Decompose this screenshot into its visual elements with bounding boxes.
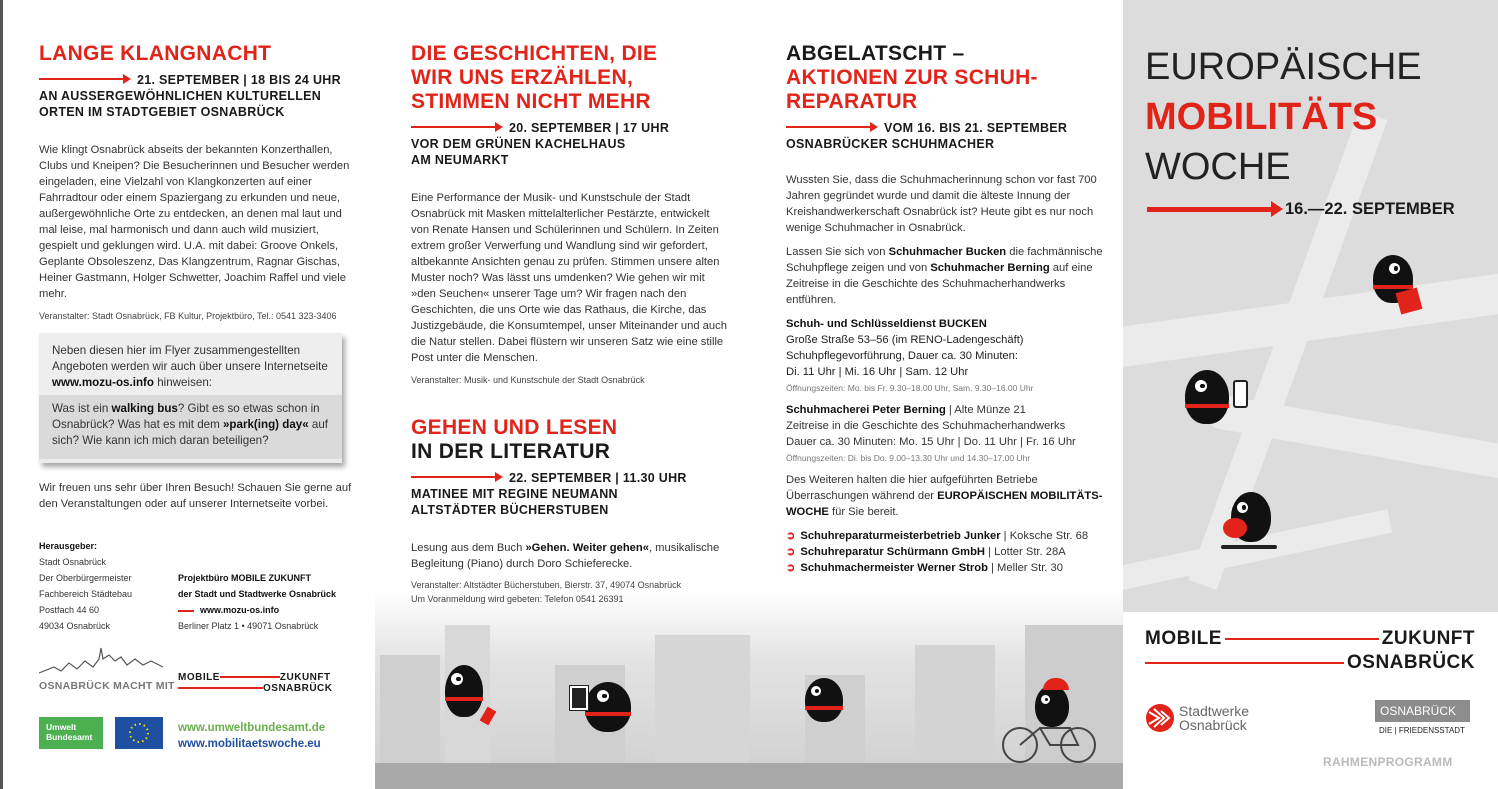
shop-name: Schuhmacherei Peter Berning (786, 404, 946, 416)
event-date: 21. SEPTEMBER | 18 BIS 24 UHR (137, 73, 341, 87)
logo-word: Osnabrück (1179, 717, 1247, 733)
event-place: OSNABRÜCKER SCHUHMACHER (786, 137, 995, 151)
description-2 (786, 244, 1103, 308)
arrow-icon (1225, 638, 1379, 640)
shop-address: | Lotter Str. 28A (985, 546, 1066, 558)
panel-geschichten (375, 0, 750, 789)
event-info-2 (411, 470, 730, 518)
publisher-line: Der Oberbürgermeister (39, 573, 132, 583)
publisher-line: Fachbereich Städtebau (39, 589, 133, 599)
description: Wussten Sie, dass die Schuhmacherinnung schon vor fast 700 Jahren gegründet wurde und damit die älteste Innung der Kreishandwerkerschaft Osnabrück ist? Heute gibt es nur noch wenige Schuhmacher in Osnabrück. (786, 174, 1097, 234)
ball-icon (1223, 518, 1247, 538)
emphasis-text: walking bus (111, 402, 178, 415)
arrow-icon (411, 126, 501, 128)
title-line: WOCHE (1145, 146, 1291, 188)
friedensstadt-text: DIE | FRIEDENSSTADT (1379, 726, 1465, 735)
event-place: MATINEE MIT REGINE NEUMANN (411, 487, 618, 501)
event-info (786, 120, 1103, 152)
arrow-icon (1147, 207, 1277, 212)
shop-line: Dauer ca. 30 Minuten: Mo. 15 Uhr | Do. 11 Uhr | Fr. 16 Uhr (786, 436, 1076, 448)
title-line: AKTIONEN ZUR SCHUH- (786, 66, 1038, 89)
logo-text: OSNABRÜCK MACHT MIT (39, 680, 175, 692)
emphasis-text: EUROPÄISCHEN MOBILITÄTS-WOCHE (786, 490, 1103, 518)
arrow-bullet-icon: ➲ (786, 530, 796, 542)
emphasis-text: www.mozu-os.info (52, 376, 154, 389)
cover-title (1145, 42, 1422, 192)
list-item (786, 528, 1103, 544)
shop-name: Schuh- und Schlüsseldienst BUCKEN (786, 318, 987, 330)
panel-lange-klangnacht (0, 0, 375, 789)
welcome-text: Wir freuen uns sehr über Ihren Besuch! Schauen Sie gerne auf den Veranstaltungen oder auf unserer Internetseite vorbei. (39, 482, 352, 510)
emphasis-text: Schuhmacher Bucken (888, 246, 1007, 258)
event-place: AM NEUMARKT (411, 153, 509, 167)
skateboard-icon (1221, 545, 1277, 549)
text-segment: die fachmännische Schuhpflege zeigen und von (786, 246, 1103, 274)
event-place: ORTEN IM STADTGEBIET OSNABRÜCK (39, 105, 285, 119)
arrow-icon (786, 126, 876, 128)
list-item (786, 560, 1103, 576)
stadtwerke-logo (1145, 703, 1249, 733)
arrow-icon (411, 476, 501, 478)
smartphone-icon (1233, 380, 1248, 408)
title-line: WIR UNS ERZÄHLEN, (411, 66, 634, 89)
event-place: ALTSTÄDTER BÜCHERSTUBEN (411, 503, 609, 517)
mobile-zukunft-logo (1145, 627, 1475, 675)
logo-word: OSNABRÜCK (263, 683, 333, 694)
description-2 (411, 540, 730, 572)
text-segment: Lesung aus dem Buch (411, 542, 526, 554)
publisher-line: Stadt Osnabrück (39, 557, 107, 567)
shop-line: Di. 11 Uhr | Mi. 16 Uhr | Sam. 12 Uhr (786, 366, 969, 378)
text-segment: auf sich? Wie kann ich mich daran beteiligen? (52, 418, 329, 447)
stadtwerke-emblem-icon (1145, 703, 1175, 733)
logo-word: OSNABRÜCK (1347, 652, 1475, 673)
stadtwerke-text (1179, 704, 1249, 732)
osnabrueck-macht-mit-logo (39, 645, 175, 692)
text-segment: hinweisen: (153, 376, 212, 389)
arrow-icon (178, 610, 194, 612)
shop-bucken (786, 316, 1103, 396)
title: LANGE KLANGNACHT (39, 42, 272, 65)
list-item (786, 544, 1103, 560)
rahmenprogramm-label: RAHMENPROGRAMM (1323, 755, 1453, 769)
project-address: Berliner Platz 1 • 49071 Osnabrück (178, 621, 319, 631)
title-line: DIE GESCHICHTEN, DIE (411, 42, 658, 65)
shop-line: Zeitreise in die Geschichte des Schuhmacherhandwerks (786, 420, 1066, 432)
text-segment: auf eine Zeitreise in die Geschichte des Schuhmacherhandwerks entführen. (786, 262, 1093, 306)
event-info (39, 72, 355, 120)
organizer: Veranstalter: Musik- und Kunstschule der Stadt Osnabrück (411, 375, 645, 385)
project-line: Projektbüro MOBILE ZUKUNFT (178, 573, 311, 583)
logo-word: Stadtwerke (1179, 703, 1250, 719)
arrow-bullet-icon: ➲ (786, 562, 796, 574)
title (786, 42, 1103, 114)
description: Eine Performance der Musik- und Kunstschule der Stadt Osnabrück mit Masken mittelalterlicher Pestärzte, entwickelt von Renate Hansen und Schülerinnen und Schülern. In Zeiten extrem großer Verwerfung und Wandlung sind wir gefordert, altbekannte Ansichten genau zu prüfen. Stimmen unsere alten Muster noch? Was lässt uns umdenken? Wie gehen wir mit »den Seuchen« unserer Tage um? Wir fragen nach den Geschichten, die uns Orte wie das Rathaus, die Kirche, das Justizgebäude, die Konsumtempel, unser Miteinander und auch die Natur stellen. Dabei flüstern wir unseren Satz wie eine stille Post unter die Menschen. (411, 192, 727, 364)
logo-word: MOBILE (1145, 628, 1222, 649)
emphasis-text: »park(ing) day« (222, 418, 309, 431)
cover-date: 16.—22. SEPTEMBER (1285, 200, 1455, 218)
description-3 (786, 472, 1103, 520)
links (178, 720, 325, 752)
mobilitaetswoche-link[interactable]: www.mobilitaetswoche.eu (178, 738, 321, 750)
osnabrueck-logo: OSNABRÜCK (1375, 700, 1470, 722)
skyline-icon (39, 645, 163, 675)
shop-address: | Koksche Str. 68 (1000, 530, 1089, 542)
title-line: GEHEN UND LESEN (411, 416, 618, 439)
text-segment: Neben diesen hier im Flyer zusammengestellten Angeboten werden wir auch über unsere Internetseite (52, 344, 328, 373)
organizer: Veranstalter: Stadt Osnabrück, FB Kultur, Projektbüro, Tel.: 0541 323-3406 (39, 311, 337, 321)
opening-hours: Öffnungszeiten: Mo. bis Fr. 9.30–18.00 Uhr, Sam. 9.30–16.00 Uhr (786, 383, 1034, 393)
event-place: VOR DEM GRÜNEN KACHELHAUS (411, 137, 626, 151)
event-date: 20. SEPTEMBER | 17 UHR (509, 121, 670, 135)
logo-word: ZUKUNFT (1381, 628, 1475, 649)
umweltbundesamt-link[interactable]: www.umweltbundesamt.de (178, 722, 326, 734)
title-line: EUROPÄISCHE (1145, 46, 1422, 88)
shop-line: Schuhpflegevorführung, Dauer ca. 30 Minuten: (786, 350, 1018, 362)
arrow-icon (178, 687, 263, 689)
title-line: ABGELATSCHT – (786, 42, 965, 65)
text-segment: für Sie bereit. (828, 506, 899, 518)
title-line: MOBILITÄTS (1145, 96, 1378, 138)
shop-berning (786, 402, 1103, 466)
event-date: VOM 16. BIS 21. SEPTEMBER (884, 121, 1068, 135)
umweltbundesamt-logo: Umwelt Bundesamt (39, 717, 103, 749)
event-date: 22. SEPTEMBER | 11.30 UHR (509, 471, 687, 485)
project-line: der Stadt und Stadtwerke Osnabrück (178, 589, 337, 599)
title-line: STIMMEN NICHT MEHR (411, 90, 651, 113)
shop-list (786, 528, 1103, 576)
emphasis-text: Schuhmacher Berning (930, 262, 1050, 274)
info-box-intro (39, 333, 342, 395)
text-segment: ? Gibt es so etwas schon in Osnabrück? Was hat es mit dem (52, 402, 320, 431)
project-office (178, 570, 368, 634)
event-info (411, 120, 730, 168)
publisher-label: Herausgeber: (39, 541, 98, 551)
shop-name: Schuhmachermeister Werner Strob (800, 562, 988, 574)
shop-line: Große Straße 53–56 (im RENO-Ladengeschäft) (786, 334, 1024, 346)
publisher-line: Postfach 44 60 (39, 605, 100, 615)
arrow-icon (1145, 662, 1344, 664)
info-box-questions (39, 395, 342, 459)
info-box (39, 333, 342, 463)
panel-cover (1123, 0, 1498, 789)
title-line: IN DER LITERATUR (411, 440, 611, 463)
shop-address: | Meller Str. 30 (987, 562, 1063, 574)
eu-flag-icon (115, 717, 163, 749)
emphasis-text: »Gehen. Weiter gehen« (525, 542, 649, 554)
text-segment: , musikalische Begleitung (Piano) durch Doro Schieferecke. (411, 542, 720, 570)
title (411, 42, 730, 114)
project-url-link[interactable]: www.mozu-os.info (200, 605, 280, 615)
opening-hours: Öffnungszeiten: Di. bis Do. 9.00–13.30 Uhr und 14.30–17.00 Uhr (786, 453, 1031, 463)
panel-abgelatscht (750, 0, 1123, 789)
arrow-bullet-icon: ➲ (786, 546, 796, 558)
character-phone (1185, 370, 1229, 424)
shop-address: | Alte Münze 21 (945, 404, 1026, 416)
publisher (39, 538, 179, 634)
arrow-icon (220, 676, 280, 678)
title-line: REPARATUR (786, 90, 918, 113)
registration-text: Um Voranmeldung wird gebeten: Telefon 0541 26391 (411, 594, 624, 604)
organizer-2 (411, 578, 730, 606)
eu-stars (115, 717, 163, 749)
arrow-icon (39, 78, 129, 80)
text-segment: Was ist ein (52, 402, 112, 415)
description: Wie klingt Osnabrück abseits der bekannten Konzerthallen, Clubs und Kneipen? Die Besucherinnen und Besucher werden eingeladen, eine Vielzahl von Klangkonzerten auf einer Fahrradtour oder einem Spaziergang zu erkunden und neue, außergewöhnliche Orte zu entdecken, an denen mal laut und mal leise, mal harmonisch und dann auch wild musiziert, gespielt und geklungen wird. U.A. mit dabei: Groove Onkels, Geplante Obsoleszenz, Das Klangzentrum, Ragnar Gischas, Heiner Gastmann, Holger Schwetter, Joachim Raffel und viele mehr. (39, 144, 350, 300)
event-place: AN AUSSERGEWÖHNLICHEN KULTURELLEN (39, 89, 322, 103)
title-2 (411, 416, 730, 464)
shop-name: Schuhreparatur Schürmann GmbH (800, 546, 986, 558)
text-segment: Des Weiteren halten die hier aufgeführten Betriebe Überraschungen während der (786, 474, 1038, 502)
shop-name: Schuhreparaturmeisterbetrieb Junker (800, 530, 1001, 542)
publisher-line: 49034 Osnabrück (39, 621, 111, 631)
organizer-text: Veranstalter: Altstädter Bücherstuben, Bierstr. 37, 49074 Osnabrück (411, 580, 682, 590)
logo-word: ZUKUNFT (279, 672, 331, 683)
logo-word: MOBILE (178, 672, 220, 683)
mobile-zukunft-logo (178, 672, 333, 694)
text-segment: Lassen Sie sich von (786, 246, 889, 258)
